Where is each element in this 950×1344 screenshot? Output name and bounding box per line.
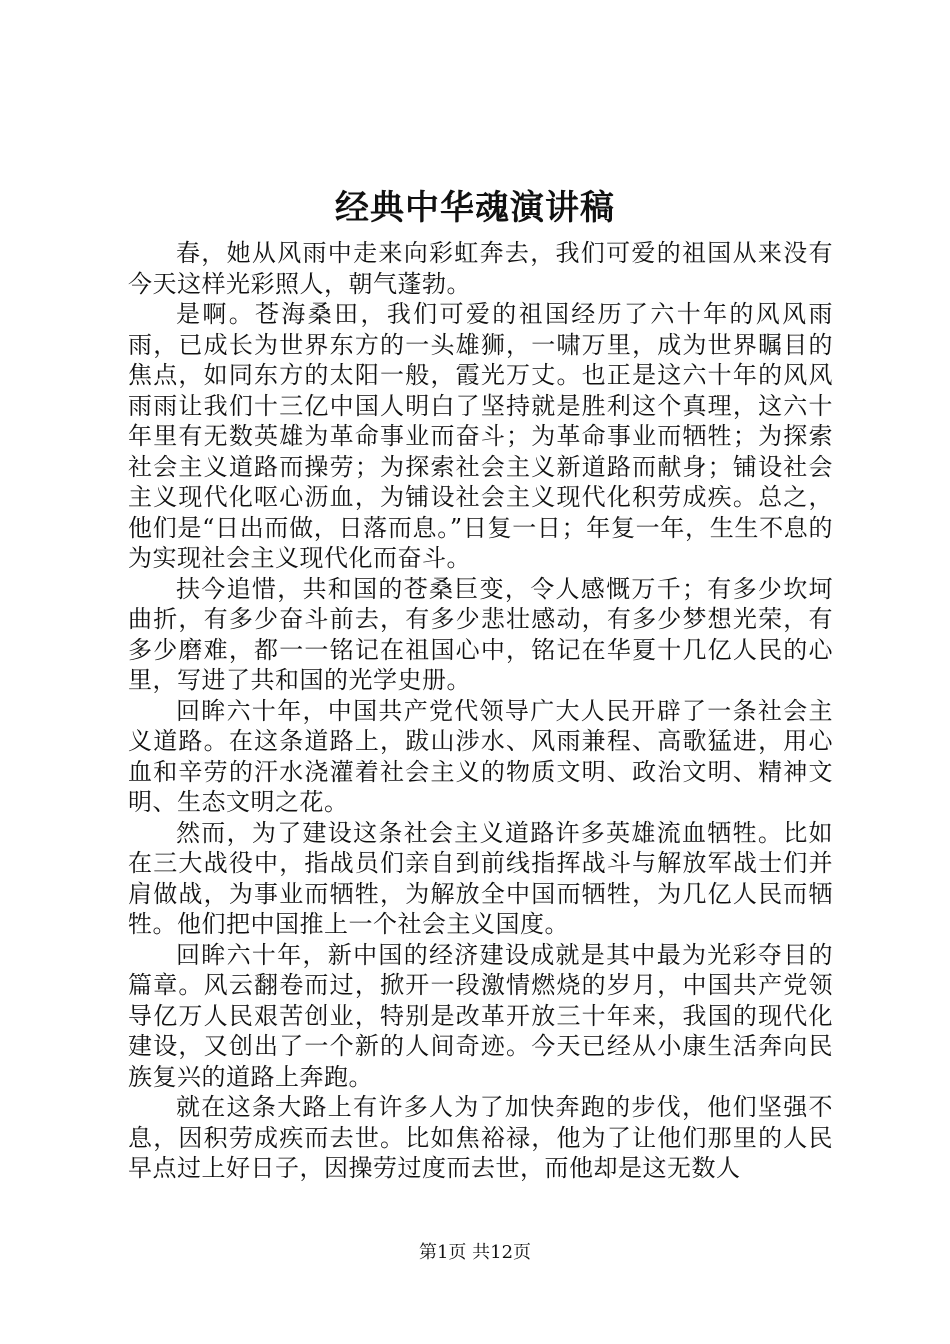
paragraph: 春，她从风雨中走来向彩虹奔去，我们可爱的祖国从来没有今天这样光彩照人，朝气蓬勃。 bbox=[128, 239, 833, 298]
paragraph: 就在这条大路上有许多人为了加快奔跑的步伐，他们坚强不息，因积劳成疾而去世。比如焦裕禄，他为了让他们那里的人民早点过上好日子，因操劳过度而去世，而他却是这无数人 bbox=[128, 1093, 833, 1182]
document-body bbox=[128, 238, 833, 1184]
paragraph: 然而，为了建设这条社会主义道路许多英雄流血牺牲。比如在三大战役中，指战员们亲自到前线指挥战斗与解放军战士们并肩做战，为事业而牺牲，为解放全中国而牺牲，为几亿人民而牺牲。他们把中国推上一个社会主义国度。 bbox=[128, 818, 833, 938]
page-number-footer: 第1页 共12页 bbox=[418, 1242, 532, 1263]
paragraph: 回眸六十年，新中国的经济建设成就是其中最为光彩夺目的篇章。风云翻卷而过，掀开一段激情燃烧的岁月，中国共产党领导亿万人民艰苦创业，特别是改革开放三十年来，我国的现代化建设，又创出了一个新的人间奇迹。今天已经从小康生活奔向民族复兴的道路上奔跑。 bbox=[128, 940, 833, 1091]
paragraph: 回眸六十年，中国共产党代领导广大人民开辟了一条社会主义道路。在这条道路上，跋山涉水、风雨兼程、高歌猛进，用心血和辛劳的汗水浇灌着社会主义的物质文明、政治文明、精神文明、生态文明之花。 bbox=[128, 696, 833, 816]
paragraph: 扶今追惜，共和国的苍桑巨变，令人感慨万千；有多少坎坷曲折，有多少奋斗前去，有多少悲壮感动，有多少梦想光荣，有多少磨难，都一一铭记在祖国心中，铭记在华夏十几亿人民的心里，写进了共和国的光学史册。 bbox=[128, 574, 833, 694]
paragraph: 是啊。苍海桑田，我们可爱的祖国经历了六十年的风风雨雨，已成长为世界东方的一头雄狮，一啸万里，成为世界瞩目的焦点，如同东方的太阳一般，霞光万丈。也正是这六十年的风风雨雨让我们十三亿中国人明白了坚持就是胜利这个真理，这六十年里有无数英雄为革命事业而奋斗；为革命事业而牺牲；为探索社会主义道路而操劳；为探索社会主义新道路而献身；铺设社会主义现代化呕心沥血，为铺设社会主义现代化积劳成疾。总之，他们是“日出而做，日落而息。”日复一日；年复一年，生生不息的为实现社会主义现代化而奋斗。 bbox=[128, 300, 833, 572]
page-title: 经典中华魂演讲稿 bbox=[335, 188, 615, 228]
